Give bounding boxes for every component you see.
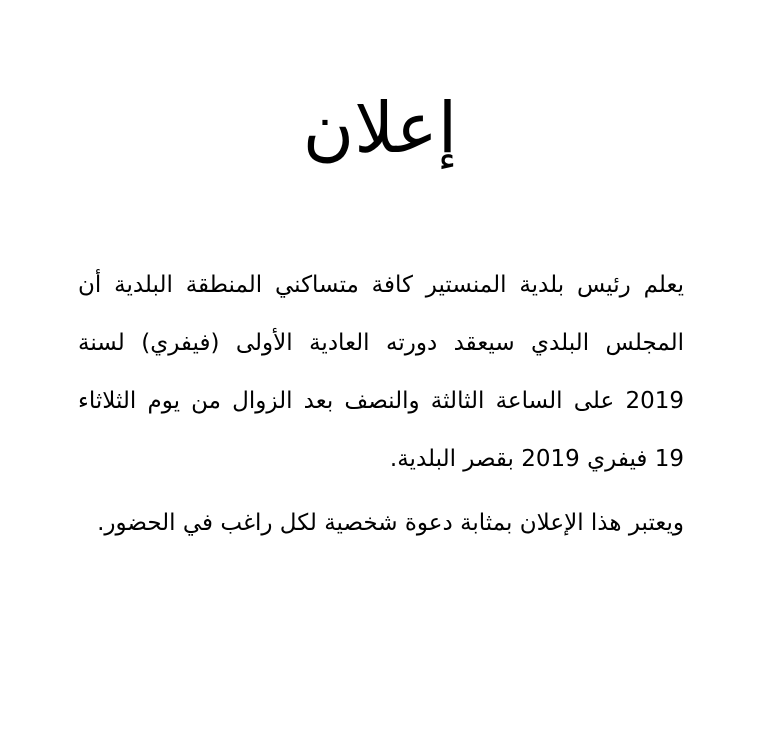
announcement-body <box>78 256 684 558</box>
announcement-paragraph-invitation: ويعتبر هذا الإعلان بمثابة دعوة شخصية لكل راغب في الحضور. <box>97 510 684 536</box>
announcement-title: إعلان <box>302 87 458 169</box>
announcement-paragraph-meeting: يعلم رئيس بلدية المنستير كافة متساكني المنطقة البلدية أن المجلس البلدي سيعقد دورته العادية الأولى (فيفري) لسنة 2019 على الساعة الثالثة والنصف بعد الزوال من يوم الثلاثاء 19 فيفري 2019 بقصر البلدية. <box>78 272 684 472</box>
